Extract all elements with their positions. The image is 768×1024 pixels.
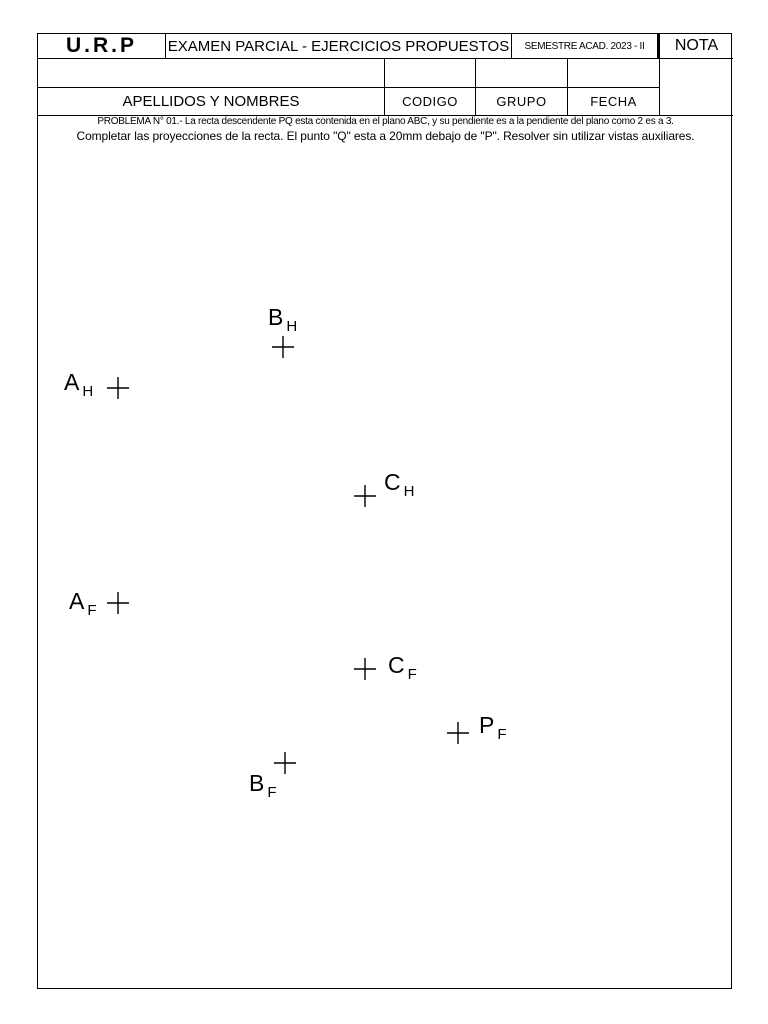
point-af-cross [107,592,129,614]
point-bf-cross [274,752,296,774]
point-ch-label [384,469,415,500]
point-pf-sub: F [497,726,507,743]
point-bh-sub: H [286,318,298,335]
point-bf-letter: B [249,770,265,796]
point-ah-letter: A [64,369,80,395]
point-pf-letter: P [479,712,495,738]
exam-title: EXAMEN PARCIAL - EJERCICIOS PROPUESTOS [166,34,512,59]
grade-label: NOTA [660,34,733,59]
point-ah-label [64,369,94,400]
group-label: GRUPO [476,88,568,116]
point-bh-cross [272,336,294,358]
semester-label: SEMESTRE ACAD. 2023 - II [512,34,660,59]
point-ah-cross [107,377,129,399]
point-ch-sub: H [403,483,415,500]
problem-statement-line2: Completar las proyecciones de la recta. El punto "Q" esta a 20mm debajo de "P". Resolver sin utilizar vistas auxiliares. [76,129,695,143]
university-logo: U.R.P [38,34,166,59]
point-af-sub: F [87,602,97,619]
date-label: FECHA [568,88,660,116]
point-af-letter: A [69,588,85,614]
point-bh-letter: B [268,304,284,330]
point-cf-letter: C [388,652,405,678]
point-ch-letter: C [384,469,401,495]
point-pf-label [479,712,507,743]
point-ch-cross [354,485,376,507]
point-af-label [69,588,97,619]
code-label: CODIGO [385,88,476,116]
point-cf-cross [354,658,376,680]
problem-statement-line1: PROBLEMA N° 01.- La recta descendente PQ esta contenida en el plano ABC, y su pendiente es a la pendiente del plano como 2 es a 3. [97,116,674,127]
point-bf-sub: F [267,784,277,801]
name-label: APELLIDOS Y NOMBRES [38,88,385,116]
point-bf-label [249,770,277,801]
point-pf-cross [447,722,469,744]
point-ah-sub: H [82,383,94,400]
point-cf-label [388,652,417,683]
point-cf-sub: F [407,666,417,683]
point-bh-label [268,304,298,335]
